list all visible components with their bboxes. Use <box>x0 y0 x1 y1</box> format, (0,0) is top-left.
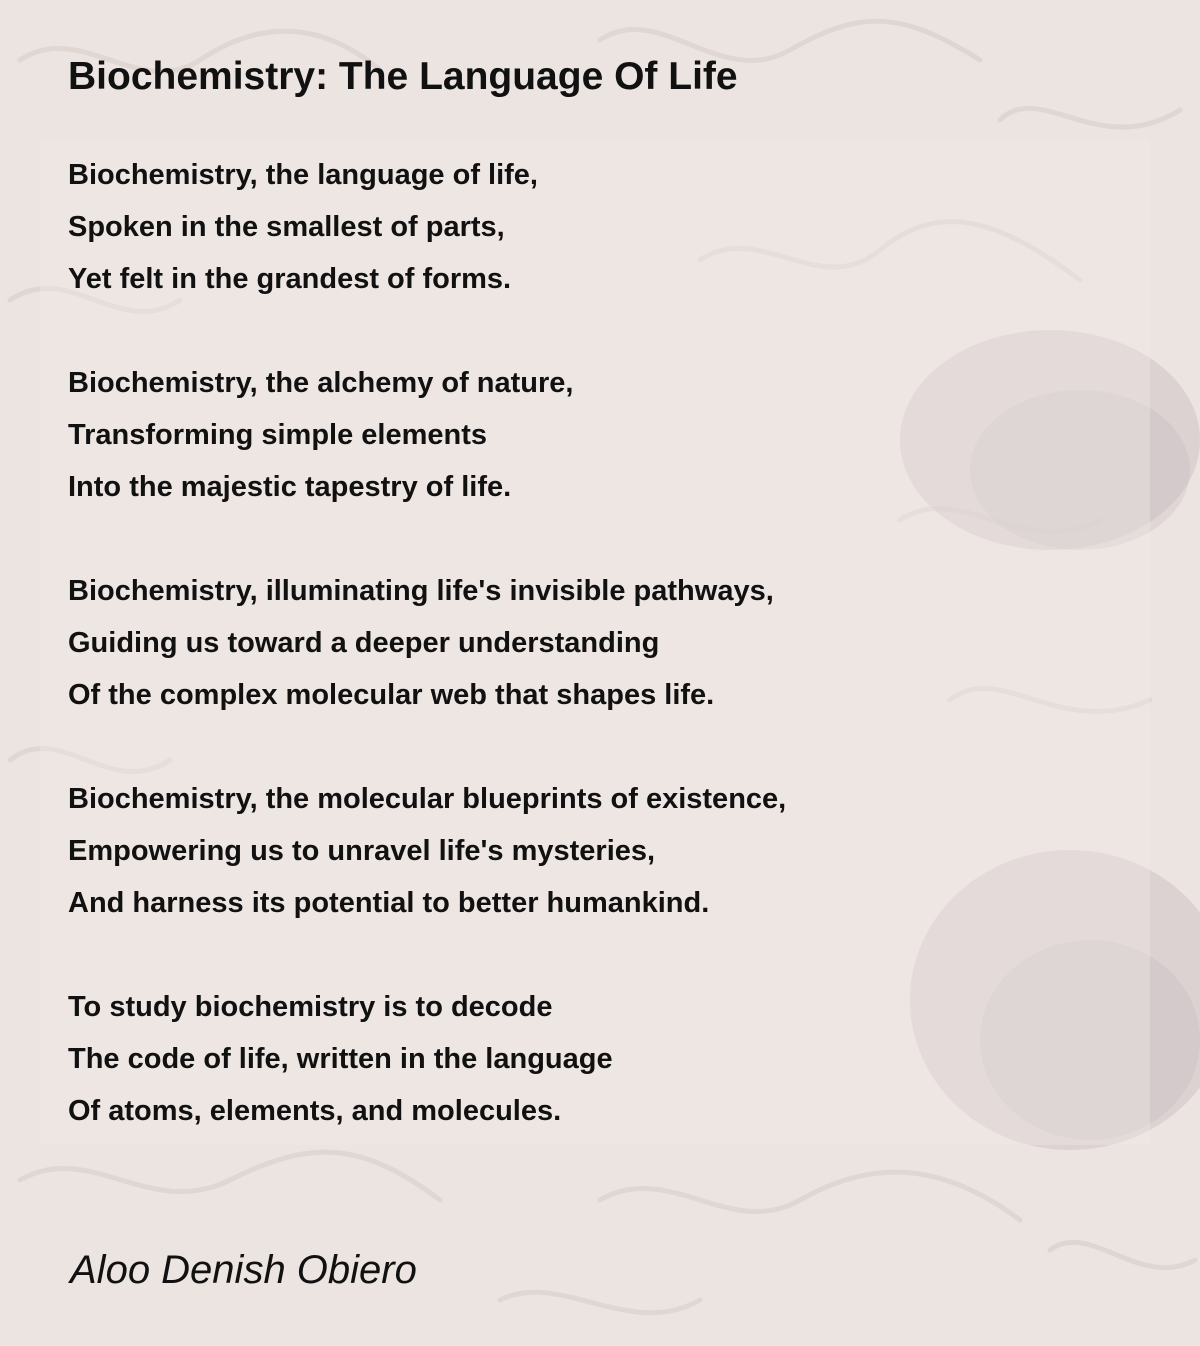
poem-line: The code of life, written in the language <box>68 1043 613 1075</box>
poem-line: Biochemistry, illuminating life's invisible pathways, <box>68 575 774 607</box>
poem-line: Into the majestic tapestry of life. <box>68 471 512 503</box>
poem-author: Aloo Denish Obiero <box>70 1248 417 1292</box>
poem-body <box>68 149 1128 1189</box>
poem-line: Biochemistry, the alchemy of nature, <box>68 367 574 399</box>
stanza <box>68 981 1128 1137</box>
stanza <box>68 773 1128 929</box>
poem-line: Of atoms, elements, and molecules. <box>68 1095 562 1127</box>
poem-line: Yet felt in the grandest of forms. <box>68 263 512 295</box>
poem-line: Biochemistry, the molecular blueprints of existence, <box>68 783 787 815</box>
poem-title: Biochemistry: The Language Of Life <box>68 55 738 98</box>
poem-line: To study biochemistry is to decode <box>68 991 553 1023</box>
poem-line: Empowering us to unravel life's mysteries, <box>68 835 656 867</box>
poem-line: Transforming simple elements <box>68 419 488 451</box>
poem-line: Biochemistry, the language of life, <box>68 159 538 191</box>
poem-line: Guiding us toward a deeper understanding <box>68 627 660 659</box>
poem-line: And harness its potential to better humankind. <box>68 887 710 919</box>
stanza <box>68 149 1128 305</box>
stanza <box>68 357 1128 513</box>
poem-line: Of the complex molecular web that shapes life. <box>68 679 715 711</box>
stanza <box>68 565 1128 721</box>
poem-line: Spoken in the smallest of parts, <box>68 211 505 243</box>
